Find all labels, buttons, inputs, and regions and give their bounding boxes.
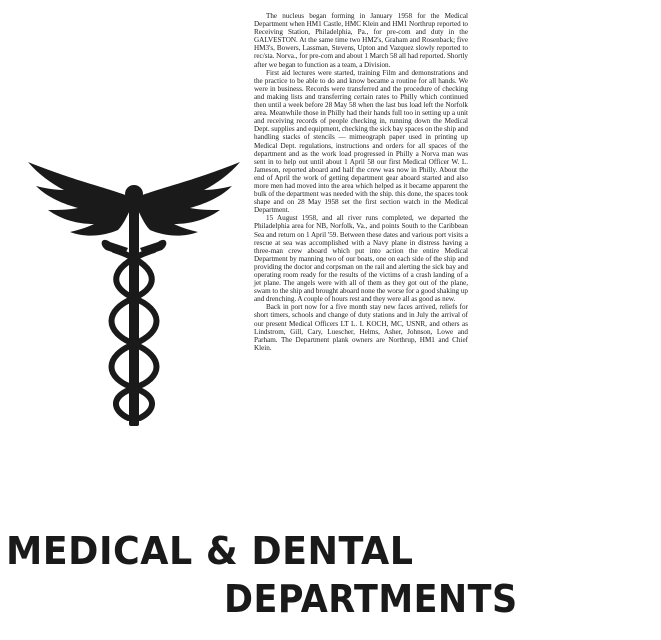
article-paragraph: Back in port now for a five month stay new faces arrived, reliefs for short timers, schools and change of duty stations and in July the arrival of our present Medical Officers LT L. I. KOCH, MC, USNR, and others as Lindstrom, Gill, Cary, Luescher, Helms, Asher, Johnson, Lowe and Parham. The Department plank owners are Northrup, HM1 and Chief Klein. — [254, 303, 468, 352]
article-paragraph: First aid lectures were started, training Film and demonstrations and the practice to be able to do and know became a routine for all hands. We were in business. Records were transferred and the procedure of checking and making lists and transferring certain rates to Philly which continued then until a week before 28 May 58 when the last bus load left the Norfolk area. Meanwhile those in Philly had their hands full too in setting up a unit and receiving records of people checking in, running down the Medical Dept. supplies and equipment, checking the sick bay spaces on the ship and handling stacks of stencils — mimeograph paper used in printing up Medical Dept. regulations, instructions and orders for all spaces of the department and as the work load progressed in Philly a Norva man was sent in to help out until about 1 April 58 our first Medical Officer W. L. Jameson, reported aboard and half the crew was now in Philly. About the end of April the work of getting department gear aboard started and also more men had moved into the area which helped as it became apparent the bulk of the department was needed with the ship. this done, the spaces took shape and on 28 May 1958 set the first section watch in the Medical Department. — [254, 68, 468, 215]
page-title-line-2: DEPARTMENTS — [224, 577, 518, 621]
article-paragraph: 15 August 1958, and all river runs completed, we departed the Philadelphia area for NB, Norfolk, Va., and points South to the Caribbean Sea and return on 1 April '59. Between these dates and various port visits a rescue at sea was accomplished with a Navy plane in distress having a three-man crew aboard which put into action the entire Medical Department by manning two of our boats, one on each side of the ship and providing the doctor and corpsman on the rail and alerting the sick bay and operating room ready for the results of the victims of a crash landing of a jet plane. The angels were with all of them as they got out of the plane, swam to the ship and brought aboard none the worse for a good shaking up and drenching. A couple of hours rest and they were all as good as new. — [254, 214, 468, 304]
article-paragraph: The nucleus began forming in January 1958 for the Medical Department when HM1 Castle, HMC Klein and HM1 Northrup reported to Receiving Station, Philadelphia, Pa., for pre-com and duty in the GALVESTON. At the same time two HM2's, Graham and Rosenback; five HM3's, Bowers, Lassman, Stevens, Upton and Vazquez slowly reported to rec/sta. Norva., for pre-com and about 1 March 58 all had reported. Shortly after we began to function as a team, a Division. — [254, 12, 468, 69]
article-body — [254, 12, 468, 352]
caduceus-icon — [28, 148, 240, 433]
page-title-line-1: MEDICAL & DENTAL — [6, 529, 414, 573]
